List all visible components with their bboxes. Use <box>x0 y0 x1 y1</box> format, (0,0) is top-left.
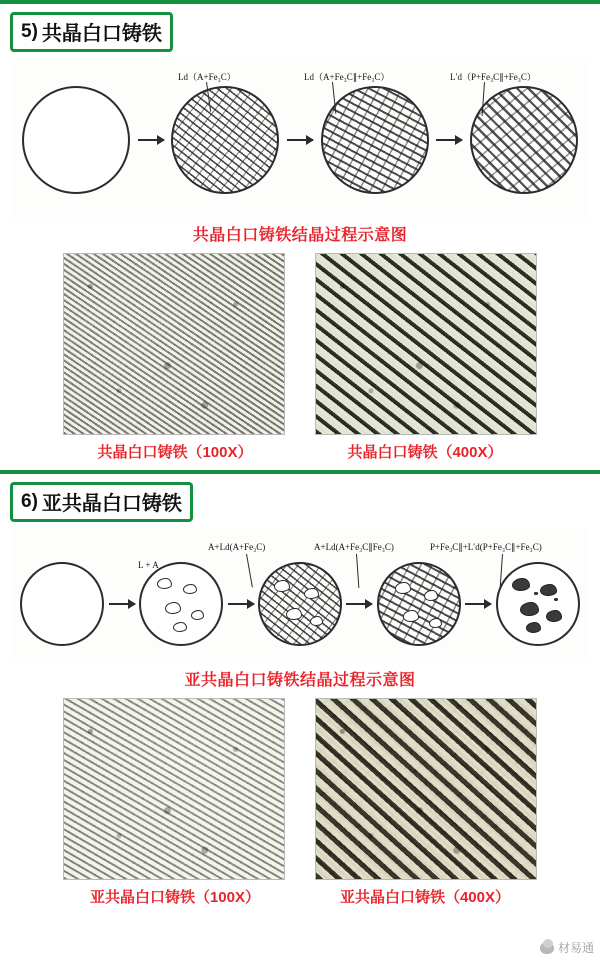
cementite-speck <box>534 592 538 595</box>
micrograph-caption-6-400x: 亚共晶白口铸铁（400X） <box>339 889 511 906</box>
austenite-blob <box>429 618 442 628</box>
micrograph-caption-5-100x: 共晶白口铸铁（100X） <box>97 444 253 461</box>
stage-arrow-icon <box>346 603 372 605</box>
section-header-5 <box>0 4 600 58</box>
stage-circle-pearlite-cementite <box>496 562 580 646</box>
section-title-5: 共晶白口铸铁 <box>41 23 162 45</box>
stage-arrow-icon <box>465 603 491 605</box>
diagram-label-6-1: L + A <box>138 560 159 570</box>
crystallization-diagram-6 <box>10 528 590 663</box>
stage-arrow-icon <box>228 603 254 605</box>
section-number-5: 5) <box>21 20 38 42</box>
cementite-speck <box>554 598 558 601</box>
section-badge-5 <box>10 12 173 52</box>
diagram-caption-5: 共晶白口铸铁结晶过程示意图 <box>192 227 408 244</box>
micrograph-image-5-400x <box>315 253 537 435</box>
diagram-label-5-1: Ld（A+Fe₃C） <box>178 72 236 82</box>
stage-circle-ledeburite-1 <box>171 86 279 194</box>
diagram-caption-6: 亚共晶白口铸铁结晶过程示意图 <box>184 672 416 689</box>
diagram-label-6-3: A+Ld(A+Fe₃C∥Fe₃C) <box>314 542 394 552</box>
austenite-blob <box>157 578 172 589</box>
micrograph-caption-row-5 <box>0 435 600 470</box>
section-badge-6 <box>10 482 193 522</box>
stage-circle-ledeburite-3 <box>470 86 578 194</box>
micrograph-grain-overlay <box>316 699 536 879</box>
austenite-blob <box>191 610 204 620</box>
austenite-blob <box>304 588 319 599</box>
austenite-blob <box>286 608 302 620</box>
stage-arrow-icon <box>436 139 462 141</box>
stage-circle-ledeburite-2 <box>321 86 429 194</box>
stage-circle-austenite-ledeburite-1 <box>258 562 342 646</box>
stage-circle-liquid <box>22 86 130 194</box>
micrograph-image-6-100x <box>63 698 285 880</box>
pearlite-blob <box>546 610 562 622</box>
pearlite-blob <box>526 622 541 633</box>
micrograph-caption-5-400x: 共晶白口铸铁（400X） <box>347 444 503 461</box>
austenite-blob <box>274 580 290 592</box>
cloud-icon <box>540 942 554 954</box>
pearlite-blob <box>540 584 557 596</box>
stage-arrow-icon <box>109 603 135 605</box>
section-header-6 <box>0 474 600 528</box>
crystallization-diagram-5 <box>10 58 590 218</box>
diagram-label-5-2: Ld（A+Fe₃C∥+Fe₃C） <box>304 72 390 82</box>
austenite-blob <box>310 616 323 626</box>
stage-circle-liquid-austenite <box>139 562 223 646</box>
austenite-blob <box>424 590 438 601</box>
austenite-blob <box>183 584 197 594</box>
micrograph-caption-row-6 <box>0 880 600 915</box>
micrograph-row-5 <box>0 251 600 435</box>
micrograph-row-6 <box>0 696 600 880</box>
section-eutectic-white-cast-iron <box>0 0 600 470</box>
micrograph-grain-overlay <box>316 254 536 434</box>
watermark <box>540 939 594 956</box>
austenite-blob <box>165 602 181 614</box>
stage-arrow-icon <box>287 139 313 141</box>
austenite-blob <box>403 610 419 622</box>
stage-circle-liquid <box>20 562 104 646</box>
pearlite-blob <box>512 578 530 591</box>
diagram-label-6-4: P+Fe₃C∥+L′d(P+Fe₃C∥+Fe₃C) <box>430 542 542 552</box>
stage-arrow-icon <box>138 139 164 141</box>
section-title-6: 亚共晶白口铸铁 <box>41 493 182 515</box>
diagram-stages-5 <box>10 86 590 194</box>
section-number-6: 6) <box>21 490 38 512</box>
diagram-label-6-2: A+Ld(A+Fe₃C) <box>208 542 266 552</box>
watermark-text: 材易通 <box>557 941 594 955</box>
micrograph-grain-overlay <box>64 254 284 434</box>
pearlite-blob <box>520 602 539 616</box>
austenite-blob <box>173 622 187 632</box>
micrograph-image-5-100x <box>63 253 285 435</box>
micrograph-caption-6-100x: 亚共晶白口铸铁（100X） <box>89 889 261 906</box>
diagram-stages-6 <box>10 562 590 646</box>
micrograph-image-6-400x <box>315 698 537 880</box>
micrograph-grain-overlay <box>64 699 284 879</box>
austenite-blob <box>395 582 411 594</box>
diagram-label-5-3: L′d（P+Fe₃C∥+Fe₃C） <box>450 72 536 82</box>
stage-circle-austenite-ledeburite-2 <box>377 562 461 646</box>
section-hypoeutectic-white-cast-iron <box>0 470 600 915</box>
